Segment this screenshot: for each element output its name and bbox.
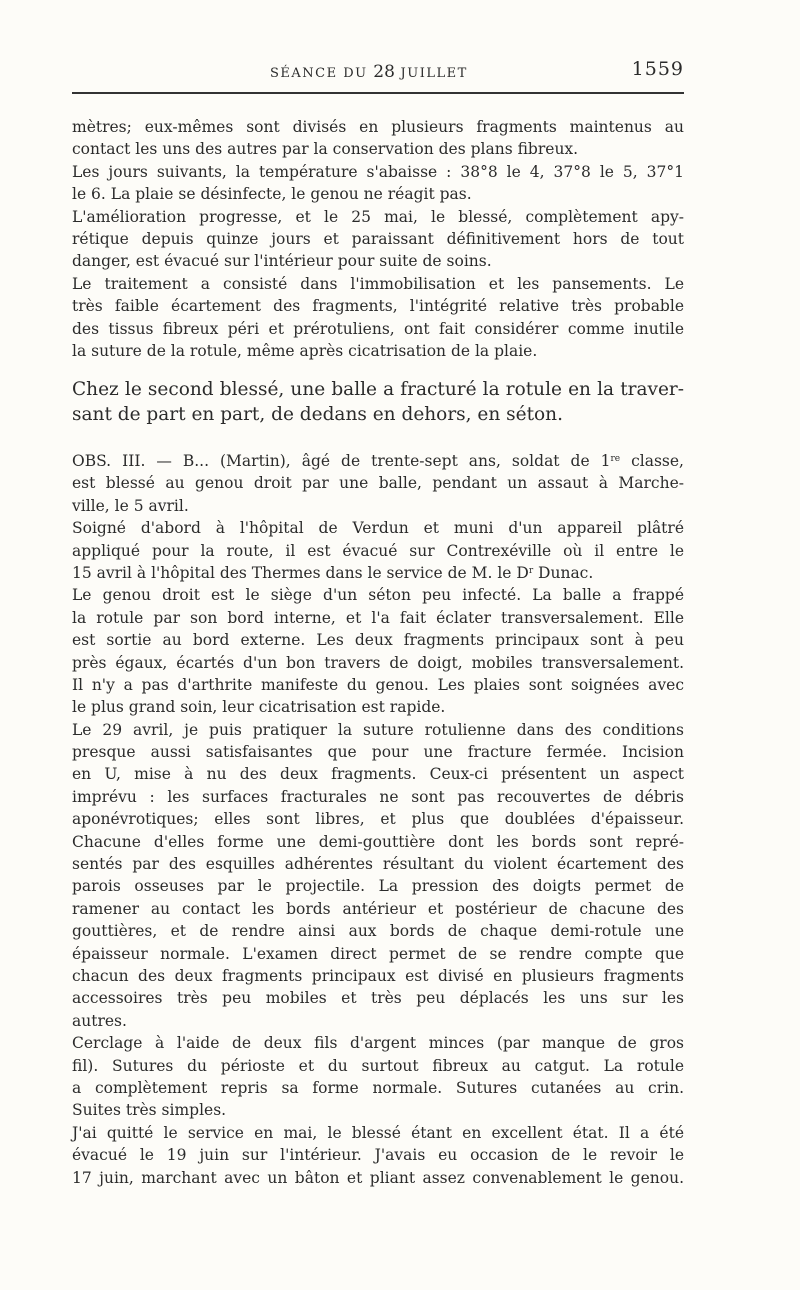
text-line: Cerclage à l'aide de deux fils d'argent minces (par manque de gros xyxy=(72,1034,684,1053)
text-line: accessoires très peu mobiles et très peu déplacés les uns sur les xyxy=(72,989,684,1008)
text-line: Les jours suivants, la température s'abaisse : 38°8 le 4, 37°8 le 5, 37°1 xyxy=(72,162,684,181)
text-line: gouttières, et de rendre ainsi aux bords de chaque demi-rotule une xyxy=(72,922,684,941)
text-line: a complètement repris sa forme normale. Sutures cutanées au crin. xyxy=(72,1078,684,1097)
running-head: SÉANCE DU 28 JUILLET xyxy=(270,62,468,82)
text-line: autres. xyxy=(72,1011,127,1030)
text-line: le plus grand soin, leur cicatrisation est rapide. xyxy=(72,698,446,717)
text-line: OBS. III. — B... (Martin), âgé de trente-sept ans, soldat de 1re classe, xyxy=(72,452,684,470)
paragraph-block-2 xyxy=(72,377,684,427)
text-line: presque aussi satisfaisantes que pour une fracture fermée. Incision xyxy=(72,743,684,762)
text-line: Il n'y a pas d'arthrite manifeste du genou. Les plaies sont soignées avec xyxy=(72,675,684,694)
text-line: mètres; eux-mêmes sont divisés en plusieurs fragments maintenus au xyxy=(72,118,684,136)
text-line: Soigné d'abord à l'hôpital de Verdun et muni d'un appareil plâtré xyxy=(72,519,684,538)
text-line: fil). Sutures du périoste et du surtout fibreux au catgut. La rotule xyxy=(72,1056,684,1075)
text-line: évacué le 19 juin sur l'intérieur. J'avais eu occasion de le revoir le xyxy=(72,1146,684,1165)
observation-block xyxy=(72,450,684,1189)
text-line: contact les uns des autres par la conservation des plans fibreux. xyxy=(72,140,579,159)
text-line: ville, le 5 avril. xyxy=(72,496,189,515)
page-header xyxy=(72,58,684,88)
text-line: appliqué pour la route, il est évacué sur Contrexéville où il entre le xyxy=(72,541,684,560)
text-line: Le 29 avril, je puis pratiquer la suture rotulienne dans des conditions xyxy=(72,720,684,739)
text-line: la suture de la rotule, même après cicatrisation de la plaie. xyxy=(72,341,538,360)
text-line: épaisseur normale. L'examen direct permet de se rendre compte que xyxy=(72,944,684,963)
text-line: la rotule par son bord interne, et l'a fait éclater transversalement. Elle xyxy=(72,608,684,627)
text-line: Le genou droit est le siège d'un séton peu infecté. La balle a frappé xyxy=(72,586,684,605)
text-line: Chez le second blessé, une balle a fracturé la rotule en la traver- xyxy=(72,379,684,400)
text-line: sentés par des esquilles adhérentes résultant du violent écartement des xyxy=(72,855,684,874)
text-line: Suites très simples. xyxy=(72,1101,227,1120)
text-line: très faible écartement des fragments, l'intégrité relative très probable xyxy=(72,297,684,316)
text-line: aponévrotiques; elles sont libres, et plus que doublées d'épaisseur. xyxy=(72,810,684,829)
text-line: rétique depuis quinze jours et paraissant définitivement hors de tout xyxy=(72,229,684,248)
text-line: imprévu : les surfaces fracturales ne sont pas recouvertes de débris xyxy=(72,787,684,806)
text-line: 17 juin, marchant avec un bâton et pliant assez convenablement le genou. xyxy=(72,1168,684,1187)
text-line: ramener au contact les bords antérieur et postérieur de chacune des xyxy=(72,899,684,918)
text-line: en U, mise à nu des deux fragments. Ceux-ci présentent un aspect xyxy=(72,765,684,784)
text-line: sant de part en part, de dedans en dehors, en séton. xyxy=(72,404,563,425)
text-line: J'ai quitté le service en mai, le blessé étant en excellent état. Il a été xyxy=(72,1123,684,1142)
text-line: est blessé au genou droit par une balle, pendant un assaut à Marche- xyxy=(72,474,684,493)
text-line: 15 avril à l'hôpital des Thermes dans le service de M. le $D^r$ Dunac. xyxy=(72,563,594,582)
text-line: le 6. La plaie se désinfecte, le genou ne réagit pas. xyxy=(72,185,472,204)
text-line: est sortie au bord externe. Les deux fragments principaux sont à peu xyxy=(72,631,684,650)
text-line: des tissus fibreux péri et prérotuliens, ont fait considérer comme inutile xyxy=(72,319,684,338)
page-number: 1559 xyxy=(631,58,684,80)
text-line: chacun des deux fragments principaux est divisé en plusieurs fragments xyxy=(72,966,684,985)
text-line: Chacune d'elles forme une demi-gouttière dont les bords sont repré- xyxy=(72,832,684,851)
text-line: près égaux, écartés d'un bon travers de doigt, mobiles transversalement. xyxy=(72,653,684,672)
text-line: parois osseuses par le projectile. La pression des doigts permet de xyxy=(72,877,684,896)
header-rule xyxy=(72,92,684,94)
text-line: danger, est évacué sur l'intérieur pour suite de soins. xyxy=(72,252,492,271)
text-line: L'amélioration progresse, et le 25 mai, le blessé, complètement apy- xyxy=(72,207,684,226)
paragraph-block-1 xyxy=(72,116,684,362)
text-line: Le traitement a consisté dans l'immobilisation et les pansements. Le xyxy=(72,274,684,293)
